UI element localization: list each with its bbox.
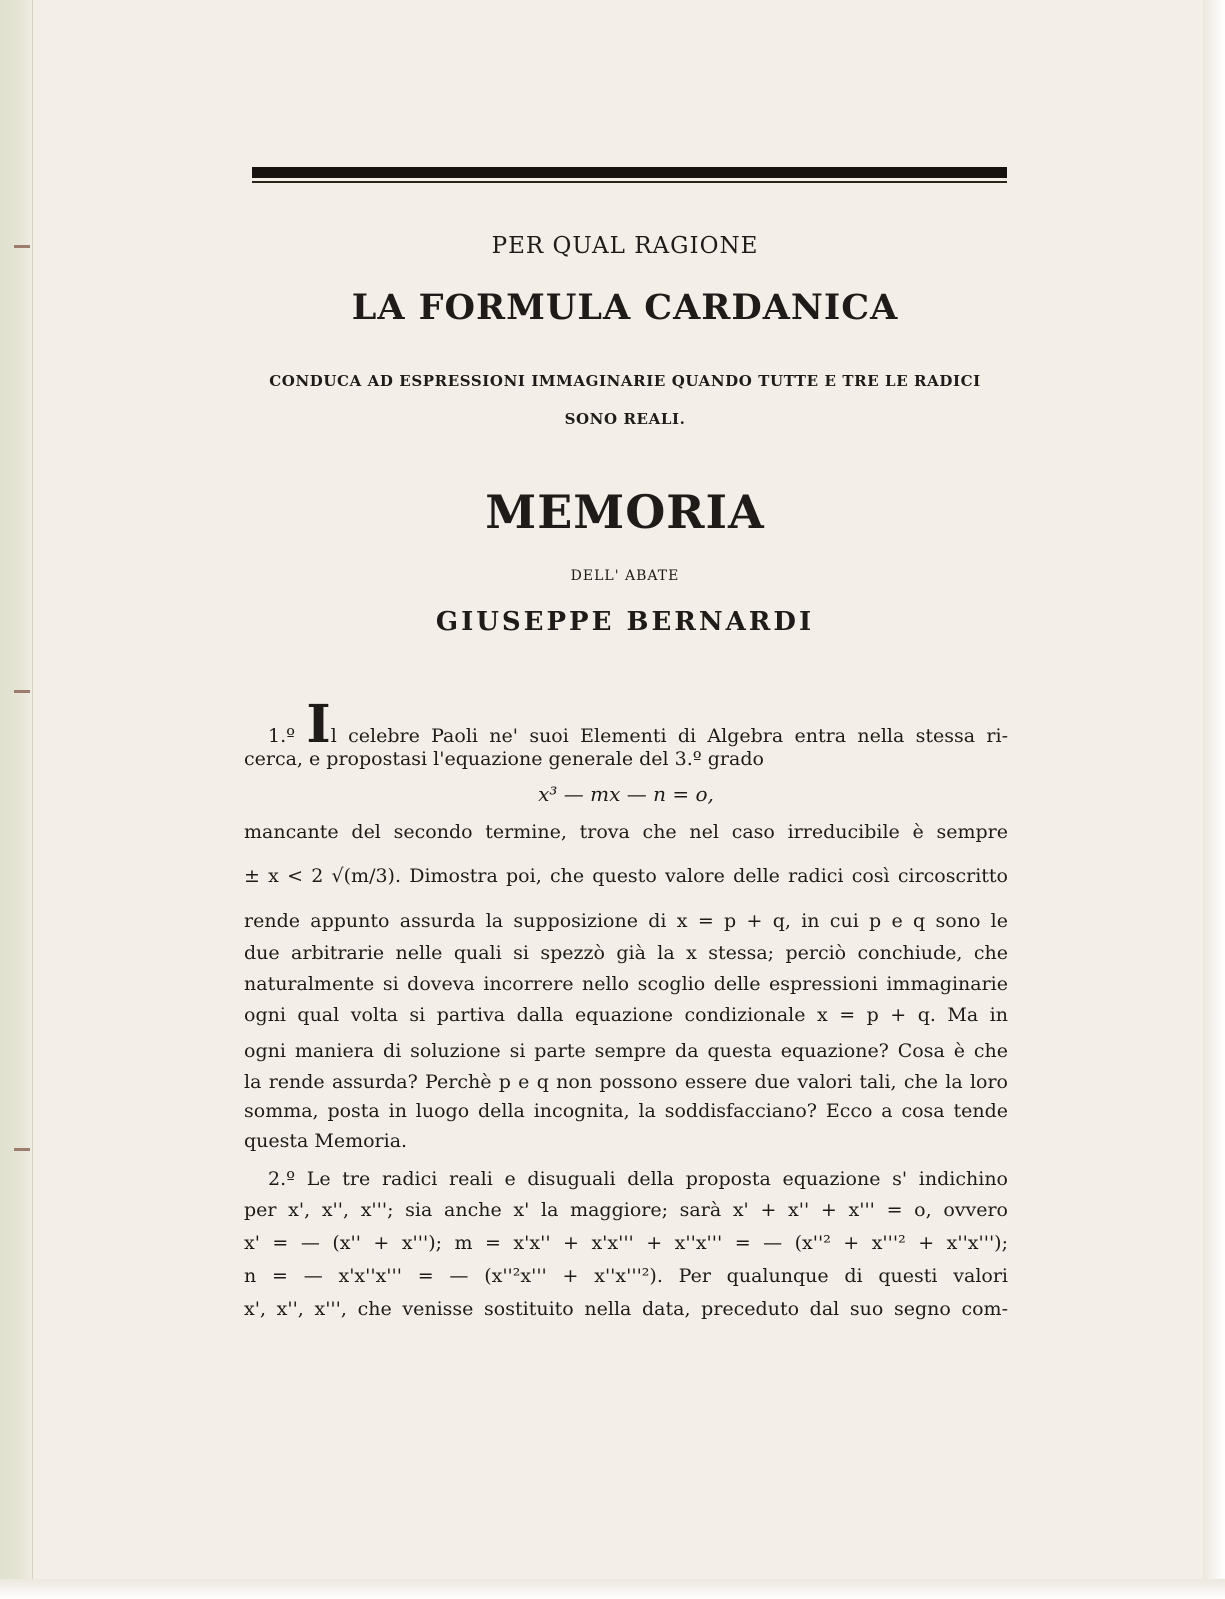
body-line: n = — x'x''x''' = — (x''²x''' + x''x'''²). Per qualunque di questi valori: [244, 1265, 1008, 1287]
header-rule: [252, 167, 1007, 178]
subtitle-line-1: CONDUCA AD ESPRESSIONI IMMAGINARIE QUANDO TUTTE E TRE LE RADICI: [269, 372, 981, 390]
page-edge: [1203, 0, 1225, 1599]
body-line: mancante del secondo termine, trova che nel caso irreducibile è sempre: [244, 821, 1008, 843]
body-line: 2.º Le tre radici reali e disuguali della proposta equazione s' indichino: [268, 1168, 1008, 1190]
body-line: x', x'', x''', che venisse sostituito nella data, preceduto dal suo segno com-: [244, 1298, 1008, 1320]
body-line: [268, 694, 1008, 755]
body-line: ogni maniera di soluzione si parte sempre da questa equazione? Cosa è che: [244, 1040, 1008, 1062]
body-line: naturalmente si doveva incorrere nello scoglio delle espressioni immaginarie: [244, 973, 1008, 995]
author-prefix: DELL' ABATE: [570, 568, 680, 584]
body-line: somma, posta in luogo della incognita, la soddisfacciano? Ecco a cosa tende: [244, 1100, 1008, 1122]
body-text: l celebre Paoli ne' suoi Elementi di Algebra entra nella stessa ri-: [330, 725, 1008, 747]
title-line-1: PER QUAL RAGIONE: [491, 233, 759, 259]
body-line: la rende assurda? Perchè p e q non possono essere due valori tali, che la loro: [244, 1071, 1008, 1093]
main-title: LA FORMULA CARDANICA: [351, 287, 899, 328]
author-name: GIUSEPPE BERNARDI: [435, 607, 815, 637]
body-line: x' = — (x'' + x'''); m = x'x'' + x'x''' + x''x''' = — (x''² + x'''² + x''x''');: [244, 1232, 1008, 1254]
body-line: ogni qual volta si partiva dalla equazione condizionale x = p + q. Ma in: [244, 1004, 1008, 1026]
body-line: per x', x'', x'''; sia anche x' la maggiore; sarà x' + x'' + x''' = o, ovvero: [244, 1199, 1008, 1221]
body-line: questa Memoria.: [244, 1130, 408, 1152]
binding-stitch: [14, 245, 30, 248]
body-line: ± x < 2 √(m/3). Dimostra poi, che questo valore delle radici così circoscritto: [244, 865, 1008, 887]
body-line: rende appunto assurda la supposizione di x = p + q, in cui p e q sono le: [244, 910, 1008, 932]
drop-cap: I: [306, 694, 331, 755]
subtitle: [240, 362, 1010, 438]
binding-stitch: [14, 690, 30, 693]
paragraph-number: 1.º: [268, 725, 296, 747]
binding-edge: [0, 0, 33, 1599]
binding-stitch: [14, 1148, 30, 1151]
equation: x³ — mx — n = o,: [538, 782, 714, 806]
page-edge: [0, 1579, 1225, 1599]
body-line: cerca, e propostasi l'equazione generale del 3.º grado: [244, 748, 764, 770]
memoria-heading: MEMORIA: [485, 485, 765, 539]
subtitle-line-2: SONO REALI.: [564, 410, 686, 428]
body-line: due arbitrarie nelle quali si spezzò già la x stessa; perciò conchiude, che: [244, 942, 1008, 964]
